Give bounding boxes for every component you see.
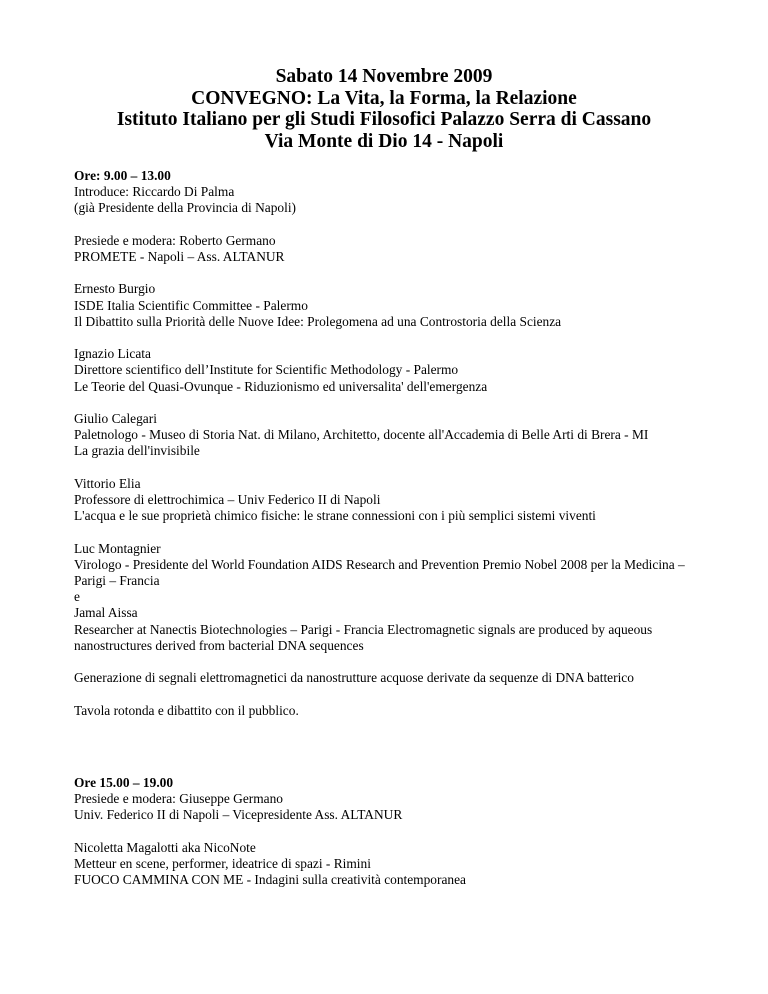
morning-time: Ore: 9.00 – 13.00 (74, 168, 171, 183)
talk-speaker-2: Jamal Aissa (74, 605, 138, 621)
talk-affiliation: ISDE Italia Scientific Committee - Palermo (74, 297, 308, 313)
talk-title: Il Dibattito sulla Priorità delle Nuove Idee: Prolegomena ad una Controstoria della Scienza (74, 313, 562, 329)
chair-name: Presiede e modera: Giuseppe Germano (74, 791, 283, 807)
afternoon-opening (74, 775, 704, 824)
talk-affiliation-2: Researcher at Nanectis Biotechnologies – Parigi - Francia Electromagnetic signals are produced by aqueous nanostructures derived from bacterial DNA sequences (74, 621, 653, 653)
intro-role: (già Presidente della Provincia di Napoli) (74, 200, 296, 216)
event-title: CONVEGNO: La Vita, la Forma, la Relazione (191, 87, 577, 109)
talk-title: L'acqua e le sue proprietà chimico fisiche: le strane connessioni con i più semplici sistemi viventi (74, 508, 596, 524)
program-content (74, 168, 704, 905)
talk-affiliation: Professore di elettrochimica – Univ Federico II di Napoli (74, 491, 381, 507)
intro-speaker: Introduce: Riccardo Di Palma (74, 184, 235, 200)
morning-chair (74, 233, 704, 265)
talk-speaker: Ignazio Licata (74, 346, 151, 362)
conjunction: e (74, 589, 80, 605)
talk-affiliation: Virologo - Presidente del World Foundation AIDS Research and Prevention Premio Nobel 2008 per la Medicina – Parigi – Francia (74, 556, 685, 588)
roundtable (74, 703, 704, 719)
chair-name: Presiede e modera: Roberto Germano (74, 232, 276, 248)
document-header (0, 66, 768, 152)
talk-speaker: Giulio Calegari (74, 410, 157, 426)
event-date: Sabato 14 Novembre 2009 (275, 66, 493, 87)
talk-calegari (74, 411, 704, 460)
talk-title: La grazia dell'invisibile (74, 443, 200, 459)
talk-speaker: Ernesto Burgio (74, 281, 156, 297)
talk-title: Generazione di segnali elettromagnetici da nanostrutture acquose derivate da sequenze di DNA batterico (74, 670, 634, 686)
talk-burgio (74, 281, 704, 330)
event-venue: Istituto Italiano per gli Studi Filosofici Palazzo Serra di Cassano (116, 109, 652, 130)
talk-affiliation: Paletnologo - Museo di Storia Nat. di Milano, Architetto, docente all'Accademia di Belle Arti di Brera - MI (74, 427, 649, 443)
chair-role: PROMETE - Napoli – Ass. ALTANUR (74, 249, 285, 264)
afternoon-time: Ore 15.00 – 19.00 (74, 774, 174, 790)
chair-role: Univ. Federico II di Napoli – Vicepresidente Ass. ALTANUR (74, 807, 403, 823)
talk-magalotti (74, 840, 704, 889)
talk-speaker: Vittorio Elia (74, 475, 141, 491)
roundtable-text: Tavola rotonda e dibattito con il pubblico. (74, 702, 299, 718)
talk-title: FUOCO CAMMINA CON ME - Indagini sulla creatività contemporanea (74, 872, 466, 888)
talk-licata (74, 346, 704, 395)
talk-speaker: Nicoletta Magalotti aka NicoNote (74, 839, 256, 855)
talk-affiliation: Direttore scientifico dell’Institute for Scientific Methodology - Palermo (74, 362, 459, 378)
talk-generazione (74, 670, 704, 686)
talk-elia (74, 476, 704, 525)
section-spacer (74, 735, 704, 775)
talk-montagnier (74, 541, 704, 654)
talk-affiliation: Metteur en scene, performer, ideatrice di spazi - Rimini (74, 855, 371, 871)
event-address: Via Monte di Dio 14 - Napoli (264, 130, 504, 152)
talk-speaker: Luc Montagnier (74, 540, 161, 556)
talk-title: Le Teorie del Quasi-Ovunque - Riduzionismo ed universalita' dell'emergenza (74, 378, 488, 394)
morning-opening (74, 168, 704, 217)
